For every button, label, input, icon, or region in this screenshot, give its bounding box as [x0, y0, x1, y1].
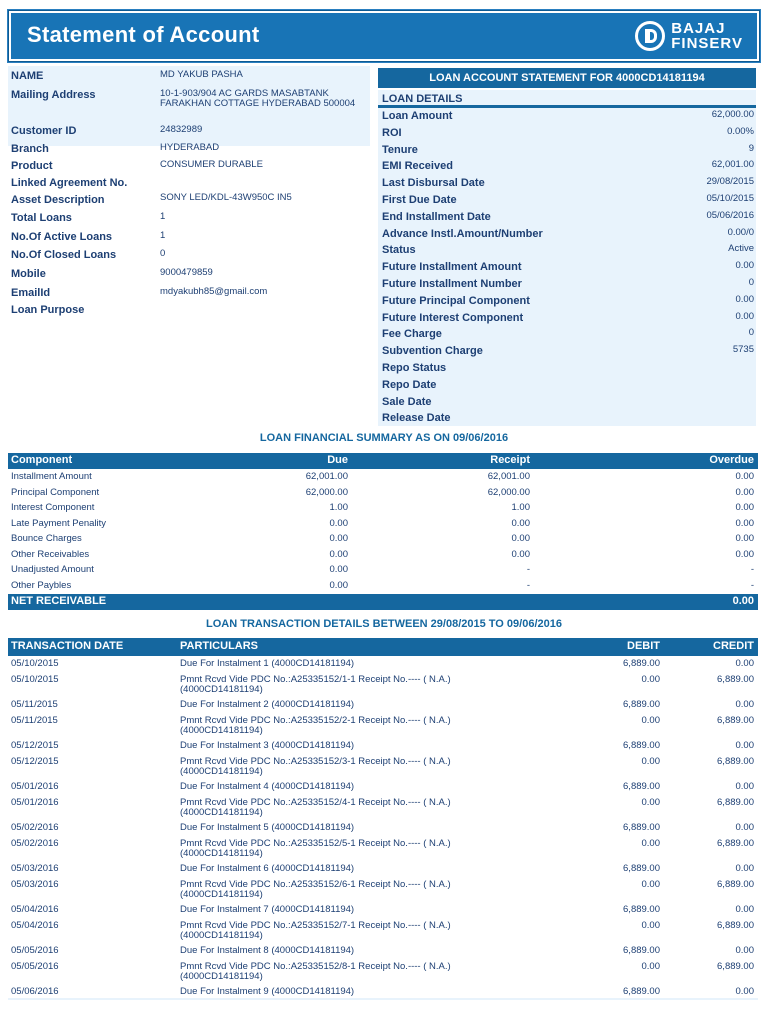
transaction-debit: 0.00 [641, 755, 660, 767]
customer-field-label: Total Loans [11, 212, 72, 224]
loan-detail-label: Repo Date [382, 378, 437, 391]
loan-detail-value: 0.00 [735, 293, 754, 305]
transaction-row [8, 823, 758, 838]
transaction-particulars: Pmnt Rcvd Vide PDC No.:A25335152/1-1 Receipt No.---- ( N.A.) (4000CD14181194) [180, 673, 451, 695]
transaction-row [8, 782, 758, 797]
customer-field-value: 1 [160, 211, 166, 222]
transaction-credit: 6,889.00 [717, 960, 754, 972]
transaction-particulars: Due For Instalment 6 (4000CD14181194) [180, 863, 355, 874]
summary-cell: 62,000.00 [305, 486, 348, 498]
transaction-debit: 6,889.00 [623, 740, 660, 751]
transactions-header [8, 638, 758, 656]
loan-detail-value: 62,001.00 [711, 159, 754, 171]
transaction-date: 05/02/2016 [11, 837, 59, 849]
transaction-date: 05/05/2016 [11, 945, 59, 956]
transaction-row [8, 757, 758, 782]
loan-detail-value: 29/08/2015 [706, 176, 754, 188]
loan-detail-label: Advance Instl.Amount/Number [382, 227, 543, 240]
customer-field-label: Product [11, 160, 53, 172]
transaction-debit: 6,889.00 [623, 699, 660, 710]
loan-detail-label: EMI Received [382, 160, 453, 173]
summary-cell: Interest Component [11, 502, 95, 513]
brand-line-1: BAJAJ [671, 20, 726, 37]
customer-field-label: No.Of Active Loans [11, 231, 113, 243]
summary-row [8, 517, 758, 532]
summary-cell: 62,001.00 [305, 471, 348, 482]
loan-detail-value: 0.00 [735, 310, 754, 322]
customer-field-value: 1 [160, 230, 166, 241]
transaction-debit: 6,889.00 [623, 781, 660, 792]
transaction-credit: 6,889.00 [717, 755, 754, 767]
transaction-row [8, 798, 758, 823]
transaction-date: 05/11/2015 [11, 699, 58, 710]
net-receivable-row [8, 594, 758, 610]
loan-detail-label: Sale Date [382, 395, 432, 408]
customer-field-label: Mailing Address [11, 89, 96, 101]
loan-detail-label: Release Date [382, 412, 451, 425]
col-transaction-date: TRANSACTION DATE [11, 640, 124, 652]
transaction-particulars: Due For Instalment 3 (4000CD14181194) [180, 740, 355, 751]
transaction-debit: 0.00 [641, 878, 660, 890]
transaction-row [8, 921, 758, 946]
loan-details-title: LOAN DETAILS [382, 93, 463, 105]
summary-cell: 0.00 [735, 486, 754, 498]
loan-detail-value: 05/10/2015 [706, 193, 754, 204]
loan-detail-value: 5735 [732, 344, 754, 356]
summary-cell: 62,000.00 [487, 486, 530, 498]
bajaj-finserv-logo [635, 19, 743, 53]
transaction-credit: 0.00 [735, 822, 754, 833]
col-particulars: PARTICULARS [180, 640, 259, 652]
transaction-date: 05/03/2016 [11, 863, 59, 874]
transaction-debit: 0.00 [641, 960, 660, 972]
summary-cell: 0.00 [735, 502, 754, 513]
transaction-credit: 6,889.00 [717, 673, 754, 685]
summary-cell: - [526, 579, 530, 591]
loan-detail-label: ROI [382, 126, 402, 139]
summary-cell: 0.00 [329, 564, 348, 575]
transaction-credit: 0.00 [735, 658, 754, 669]
summary-cell: Installment Amount [11, 471, 92, 482]
col-credit: CREDIT [713, 640, 754, 652]
loan-detail-label: Future Principal Component [382, 294, 530, 307]
summary-cell: Late Payment Penality [11, 517, 107, 529]
transaction-particulars: Pmnt Rcvd Vide PDC No.:A25335152/6-1 Receipt No.---- ( N.A.) (4000CD14181194) [180, 878, 451, 900]
summary-row [8, 548, 758, 563]
summary-cell: - [750, 579, 754, 591]
loan-detail-value: 9 [748, 142, 754, 154]
loan-detail-label: First Due Date [382, 194, 457, 206]
transaction-date: 05/06/2016 [11, 986, 59, 997]
transaction-debit: 0.00 [641, 837, 660, 849]
transaction-date: 05/02/2016 [11, 822, 59, 833]
transaction-date: 05/01/2016 [11, 781, 59, 792]
transaction-credit: 6,889.00 [717, 837, 754, 849]
loan-detail-value: 62,000.00 [711, 109, 754, 120]
loan-detail-value: 0.00 [735, 260, 754, 272]
transaction-row [8, 864, 758, 879]
col-component: Component [11, 454, 73, 466]
transaction-date: 05/12/2015 [11, 755, 59, 767]
transaction-row [8, 741, 758, 756]
customer-field-value: HYDERABAD [160, 142, 220, 153]
transaction-particulars: Pmnt Rcvd Vide PDC No.:A25335152/5-1 Receipt No.---- ( N.A.) (4000CD14181194) [180, 837, 451, 859]
summary-cell: Principal Component [11, 486, 100, 498]
summary-row [8, 579, 758, 594]
transaction-debit: 0.00 [641, 714, 660, 726]
loan-detail-value: 0.00/0 [727, 226, 754, 238]
loan-detail-label: Future Installment Number [382, 278, 522, 290]
summary-cell: 0.00 [511, 533, 530, 544]
summary-cell: - [750, 564, 754, 575]
transaction-particulars: Pmnt Rcvd Vide PDC No.:A25335152/2-1 Receipt No.---- ( N.A.) (4000CD14181194) [180, 714, 451, 736]
col-due: Due [327, 454, 348, 466]
loan-detail-label: Last Disbursal Date [382, 177, 485, 190]
summary-cell: 0.00 [735, 533, 754, 544]
transaction-debit: 6,889.00 [623, 863, 660, 874]
transaction-date: 05/10/2015 [11, 658, 59, 669]
transaction-debit: 0.00 [641, 796, 660, 808]
customer-field-label: EmailId [11, 287, 51, 299]
net-receivable-label: NET RECEIVABLE [11, 595, 107, 607]
summary-cell: 0.00 [735, 517, 754, 529]
loan-detail-value: 0.00% [727, 125, 754, 137]
transaction-credit: 6,889.00 [717, 919, 754, 931]
transaction-row [8, 700, 758, 715]
loan-detail-label: Tenure [382, 143, 418, 156]
transaction-credit: 0.00 [735, 740, 754, 751]
transaction-row [8, 946, 758, 961]
summary-cell: 0.00 [329, 548, 348, 560]
transaction-debit: 6,889.00 [623, 945, 660, 956]
customer-field-value: 24832989 [160, 124, 203, 135]
summary-cell: 0.00 [511, 517, 530, 529]
summary-cell: 1.00 [329, 502, 348, 513]
bajaj-logo-icon [635, 21, 665, 51]
summary-cell: 0.00 [511, 548, 530, 560]
transaction-credit: 0.00 [735, 904, 754, 915]
loan-detail-value: 05/06/2016 [706, 209, 754, 221]
customer-field-label: Customer ID [11, 125, 77, 137]
summary-cell: Bounce Charges [11, 533, 82, 544]
customer-field-label: Asset Description [11, 194, 105, 206]
customer-field-label: No.Of Closed Loans [11, 249, 117, 261]
loan-detail-value: 0 [748, 277, 754, 288]
summary-cell: 0.00 [329, 517, 348, 529]
customer-field-value: 9000479859 [160, 267, 213, 278]
summary-row [8, 486, 758, 501]
bottom-band [8, 998, 758, 1000]
customer-field-value: MD YAKUB PASHA [160, 69, 243, 80]
customer-field-value: CONSUMER DURABLE [160, 159, 263, 170]
summary-cell: 0.00 [329, 533, 348, 544]
transaction-date: 05/11/2015 [11, 714, 58, 726]
transaction-date: 05/04/2016 [11, 904, 59, 915]
summary-row [8, 470, 758, 485]
transaction-particulars: Due For Instalment 9 (4000CD14181194) [180, 986, 355, 997]
loan-detail-value: 0 [748, 327, 754, 339]
summary-cell: 0.00 [735, 471, 754, 482]
transaction-credit: 6,889.00 [717, 878, 754, 890]
transaction-debit: 6,889.00 [623, 986, 660, 997]
transaction-credit: 0.00 [735, 986, 754, 997]
transaction-row [8, 716, 758, 741]
transaction-date: 05/01/2016 [11, 796, 59, 808]
customer-field-value: 10-1-903/904 AC GARDS MASABTANK FARAKHAN COTTAGE HYDERABAD 500004 [160, 88, 356, 109]
financial-summary-title: LOAN FINANCIAL SUMMARY AS ON 09/06/2016 [259, 432, 509, 444]
col-receipt: Receipt [490, 454, 530, 466]
loan-detail-label: Repo Status [382, 362, 447, 374]
transaction-debit: 0.00 [641, 919, 660, 931]
transaction-credit: 0.00 [735, 863, 754, 874]
loan-statement-title: LOAN ACCOUNT STATEMENT FOR 4000CD14181194 [378, 68, 756, 88]
financial-summary-header [8, 453, 758, 469]
transaction-date: 05/03/2016 [11, 878, 59, 890]
brand-line-2: FINSERV [671, 35, 743, 52]
summary-cell: Other Receivables [11, 548, 90, 560]
transaction-particulars: Due For Instalment 1 (4000CD14181194) [180, 658, 355, 669]
summary-cell: 1.00 [511, 502, 530, 513]
transaction-particulars: Pmnt Rcvd Vide PDC No.:A25335152/7-1 Receipt No.---- ( N.A.) (4000CD14181194) [180, 919, 451, 941]
summary-cell: 0.00 [329, 579, 348, 591]
summary-cell: Other Paybles [11, 579, 72, 591]
customer-field-value: mdyakubh85@gmail.com [160, 286, 268, 297]
transaction-particulars: Due For Instalment 4 (4000CD14181194) [180, 781, 355, 792]
loan-detail-label: Loan Amount [382, 110, 453, 122]
summary-cell: - [526, 564, 530, 575]
customer-field-value: SONY LED/KDL-43W950C IN5 [160, 192, 292, 203]
transaction-credit: 0.00 [735, 945, 754, 956]
transaction-particulars: Due For Instalment 8 (4000CD14181194) [180, 945, 355, 956]
summary-row [8, 563, 758, 578]
transaction-particulars: Due For Instalment 7 (4000CD14181194) [180, 904, 355, 915]
loan-detail-label: Future Installment Amount [382, 261, 522, 274]
transaction-debit: 6,889.00 [623, 904, 660, 915]
transaction-debit: 6,889.00 [623, 822, 660, 833]
page-title: Statement of Account [27, 22, 260, 47]
transaction-row [8, 905, 758, 920]
transaction-credit: 0.00 [735, 699, 754, 710]
loan-detail-value: Active [728, 243, 754, 255]
summary-cell: 62,001.00 [487, 471, 530, 482]
transaction-date: 05/05/2016 [11, 960, 59, 972]
transaction-credit: 6,889.00 [717, 796, 754, 808]
loan-detail-label: Future Interest Component [382, 311, 524, 324]
transaction-particulars: Pmnt Rcvd Vide PDC No.:A25335152/8-1 Receipt No.---- ( N.A.) (4000CD14181194) [180, 960, 451, 982]
transaction-debit: 6,889.00 [623, 658, 660, 669]
loan-details-header [378, 90, 756, 108]
transaction-row [8, 962, 758, 987]
transaction-particulars: Pmnt Rcvd Vide PDC No.:A25335152/4-1 Receipt No.---- ( N.A.) (4000CD14181194) [180, 796, 451, 818]
transactions-title: LOAN TRANSACTION DETAILS BETWEEN 29/08/2015 TO 09/06/2016 [206, 618, 562, 630]
customer-field-label: Loan Purpose [11, 304, 85, 316]
transaction-debit: 0.00 [641, 673, 660, 685]
transaction-credit: 0.00 [735, 781, 754, 792]
header-banner [8, 10, 760, 62]
summary-cell: 0.00 [735, 548, 754, 560]
summary-cell: Unadjusted Amount [11, 564, 94, 575]
loan-detail-label: Status [382, 244, 416, 257]
loan-detail-label: Subvention Charge [382, 345, 483, 358]
customer-field-label: NAME [11, 70, 44, 82]
loan-detail-label: End Installment Date [382, 210, 491, 223]
customer-field-label: Branch [11, 143, 49, 155]
transaction-date: 05/12/2015 [11, 740, 59, 751]
loan-detail-label: Fee Charge [382, 328, 442, 341]
customer-field-label: Linked Agreement No. [11, 177, 128, 189]
transaction-row [8, 880, 758, 905]
customer-field-label: Mobile [11, 268, 46, 280]
transaction-row [8, 839, 758, 864]
summary-row [8, 532, 758, 547]
summary-row [8, 501, 758, 516]
transaction-particulars: Due For Instalment 5 (4000CD14181194) [180, 822, 355, 833]
transaction-date: 05/04/2016 [11, 919, 59, 931]
transaction-particulars: Pmnt Rcvd Vide PDC No.:A25335152/3-1 Receipt No.---- ( N.A.) (4000CD14181194) [180, 755, 451, 777]
transaction-particulars: Due For Instalment 2 (4000CD14181194) [180, 699, 355, 710]
col-debit: DEBIT [627, 640, 660, 652]
customer-field-value: 0 [160, 248, 166, 259]
transaction-date: 05/10/2015 [11, 673, 59, 685]
net-receivable-value: 0.00 [732, 595, 754, 607]
transaction-row [8, 659, 758, 674]
transaction-row [8, 675, 758, 700]
transaction-credit: 6,889.00 [717, 714, 754, 726]
col-overdue: Overdue [709, 454, 754, 466]
